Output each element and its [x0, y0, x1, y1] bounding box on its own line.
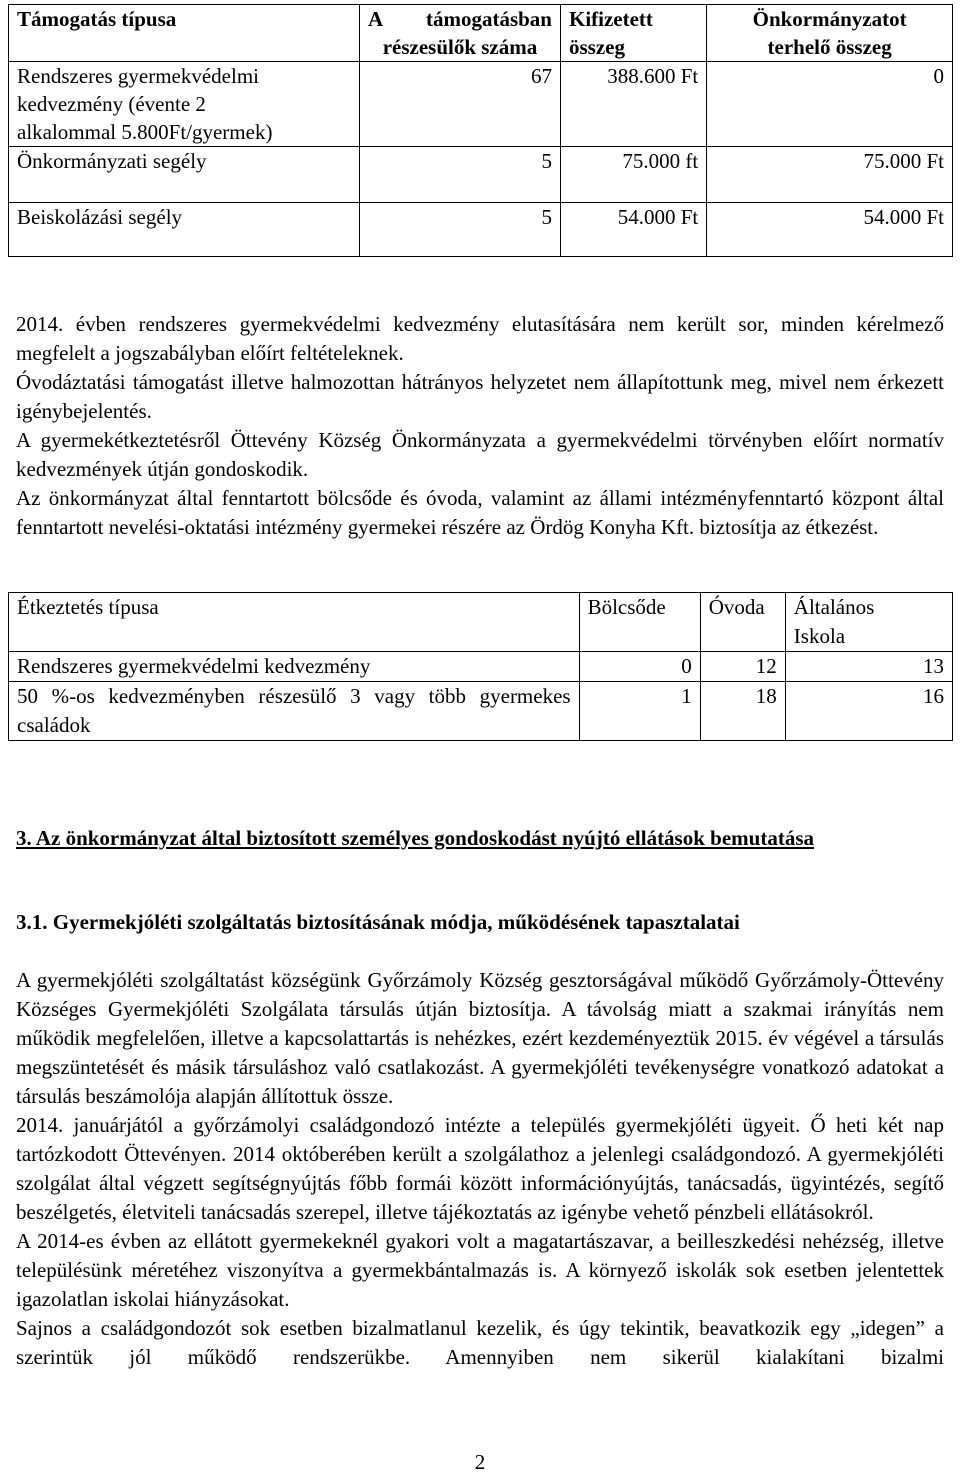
intro-paragraphs — [16, 310, 944, 542]
header-kindergarten: Óvoda — [700, 593, 785, 652]
cell-paid: 54.000 Ft — [560, 203, 706, 257]
header-label: részesülők száma — [382, 35, 538, 59]
cell-burden: 75.000 Ft — [707, 147, 953, 203]
table-row — [9, 147, 953, 203]
cell-count: 5 — [359, 147, 560, 203]
cell-kindergarten: 12 — [700, 652, 785, 682]
paragraph: Sajnos a családgondozót sok esetben bizalmatlanul kezelik, és úgy tekintik, beavatkozik egy „idegen” a szerintük jól működő rendszerükbe. Amennyiben nem sikerül kialakítani bizalmi — [16, 1316, 944, 1369]
cell-type: Beiskolázási segély — [9, 203, 360, 257]
cell-school: 13 — [785, 652, 952, 682]
header-label: A támogatásban — [367, 7, 552, 31]
header-paid-amount — [560, 5, 706, 62]
cell-paid: 388.600 Ft — [560, 62, 706, 147]
paragraph: A gyermekétkeztetésről Öttevény Község Önkormányzata a gyermekvédelmi törvényben előírt normatív kedvezmények útján gondoskodik. — [16, 428, 944, 481]
table-header-row — [9, 5, 953, 62]
cell-paid: 75.000 ft — [560, 147, 706, 203]
table-row — [9, 62, 953, 147]
cell-burden: 0 — [707, 62, 953, 147]
cell-text: alkalommal 5.800Ft/gyermek) — [17, 120, 273, 144]
header-nursery: Bölcsőde — [579, 593, 700, 652]
paragraph: A 2014-es évben az ellátott gyermekeknél gyakori volt a magatartászavar, a beilleszkedési nehézség, illetve településünk méretéhez viszonyítva a gyermekbántalmazás is. A környező iskolák sok esetben jelentettek igazolatlan iskolai hiányzásokat. — [16, 1229, 944, 1311]
cell-type: Önkormányzati segély — [9, 147, 360, 203]
section-3-1-paragraphs — [16, 966, 944, 1372]
header-label: terhelő összeg — [767, 35, 892, 59]
table-header-row — [9, 593, 953, 652]
table-row — [9, 652, 953, 682]
header-label: Általános — [793, 595, 875, 619]
cell-school: 16 — [785, 682, 952, 741]
paragraph: Óvodáztatási támogatást illetve halmozottan hátrányos helyzetet nem állapítottunk meg, mivel nem érkezett igénybejelentés. — [16, 370, 944, 423]
header-school — [785, 593, 952, 652]
catering-table — [8, 592, 953, 741]
cell-burden: 54.000 Ft — [707, 203, 953, 257]
paragraph: A gyermekjóléti szolgáltatást községünk Győrzámoly Község gesztorságával működő Győrzámoly-Öttevény Községes Gyermekjóléti Szolgálata társulás útján biztosítja. A távolság miatt a szakmai irányítás nem működik megfelelően, illetve a kapcsolattartás is nehézkes, ezért kezdeményeztük 2015. év végével a társulás megszüntetését és másik társuláshoz való csatlakozást. A gyermekjóléti tevékenységre vonatkozó adatokat a társulás beszámolója alapján állítottuk össze. — [16, 968, 944, 1108]
paragraph: 2014. évben rendszeres gyermekvédelmi kedvezmény elutasítására nem került sor, minden kérelmező megfelelt a jogszabályban előírt feltételeknek. — [16, 312, 944, 365]
cell-kindergarten: 18 — [700, 682, 785, 741]
cell-type: 50 %-os kedvezményben részesülő 3 vagy több gyermekes családok — [9, 682, 580, 741]
header-municipal-burden — [707, 5, 953, 62]
support-table — [8, 4, 953, 257]
header-recipients — [359, 5, 560, 62]
page-number: 2 — [474, 1450, 486, 1474]
header-label: összeg — [568, 35, 625, 59]
cell-text: Rendszeres gyermekvédelmi — [17, 64, 259, 88]
cell-count: 5 — [359, 203, 560, 257]
paragraph: Az önkormányzat által fenntartott bölcsőde és óvoda, valamint az állami intézményfenntartó központ által fenntartott nevelési-oktatási intézmény gyermekei részére az Ördög Konyha Kft. biztosítja az étkezést. — [16, 486, 944, 539]
header-label: Önkormányzatot — [752, 7, 907, 31]
header-label: Támogatás típusa — [17, 7, 177, 31]
table-row — [9, 682, 953, 741]
header-label: Iskola — [793, 624, 846, 648]
section-3-heading: 3. Az önkormányzat által biztosított személyes gondoskodást nyújtó ellátások bemutatása — [16, 826, 814, 850]
cell-nursery: 1 — [579, 682, 700, 741]
table-row — [9, 203, 953, 257]
cell-text: kedvezmény (évente 2 — [17, 92, 206, 116]
cell-type: Rendszeres gyermekvédelmi kedvezmény — [9, 652, 580, 682]
cell-nursery: 0 — [579, 652, 700, 682]
header-support-type — [9, 5, 360, 62]
cell-count: 67 — [359, 62, 560, 147]
cell-type — [9, 62, 360, 147]
header-label: Kifizetett — [568, 7, 653, 31]
section-3-1-heading: 3.1. Gyermekjóléti szolgáltatás biztosításának módja, működésének tapasztalatai — [16, 910, 740, 934]
paragraph: 2014. januárjától a győrzámolyi családgondozó intézte a település gyermekjóléti ügyeit. Ő heti két nap tartózkodott Öttevényen. 2014 októberében került a szolgálathoz a jelenlegi családgondozó. A gyermekjóléti szolgálat által végzett segítségnyújtás főbb formái között információnyújtás, tanácsadás, ügyintézés, segítő beszélgetés, életviteli tanácsadás szerepel, illetve tájékoztatás az igénybe vehető pénzbeli ellátásokról. — [16, 1113, 944, 1224]
header-catering-type: Étkeztetés típusa — [9, 593, 580, 652]
